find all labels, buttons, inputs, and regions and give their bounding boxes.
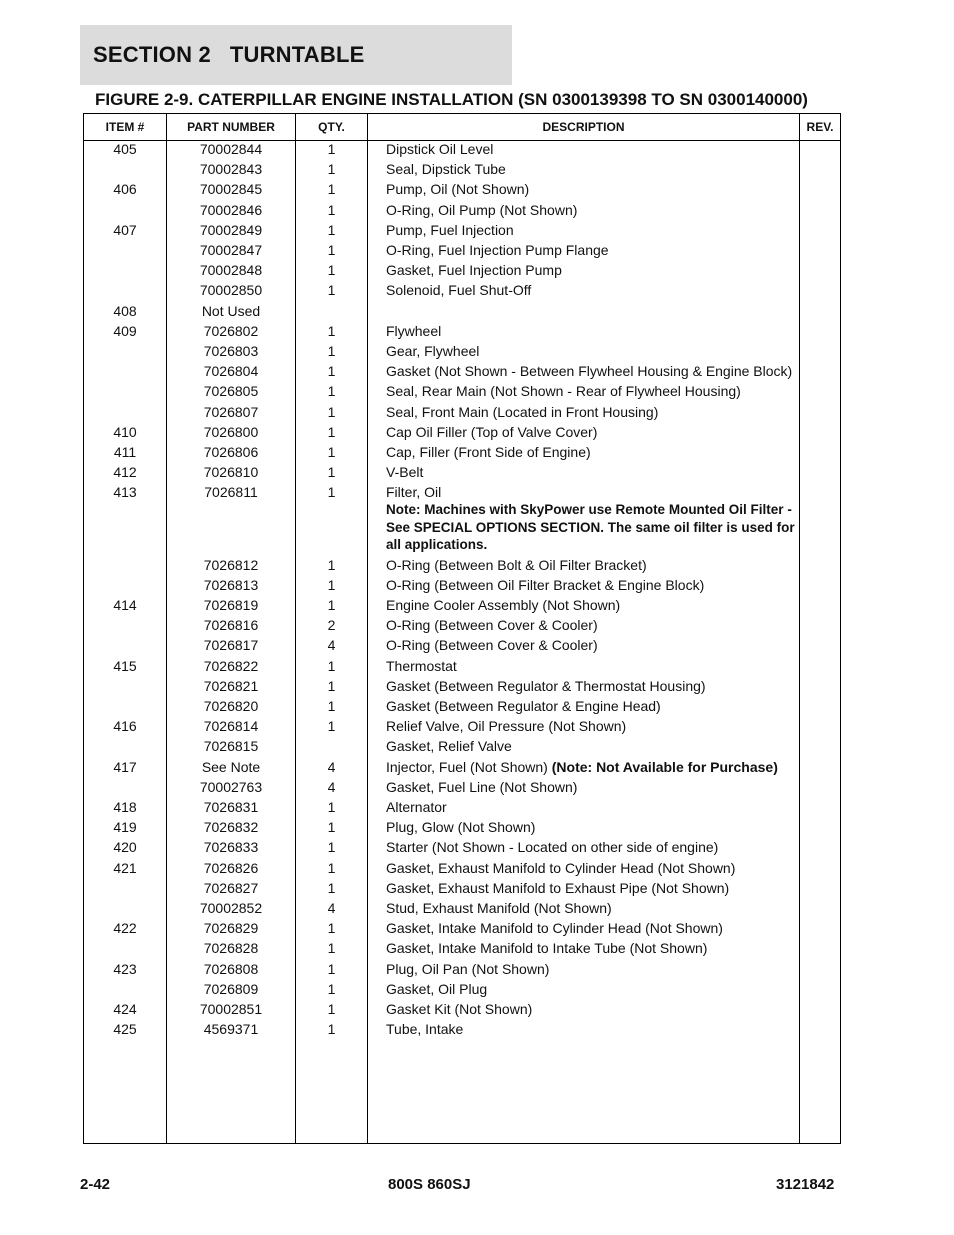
description <box>386 202 796 218</box>
description <box>386 484 796 554</box>
part-number: 7026805 <box>203 383 259 400</box>
description <box>386 282 796 298</box>
part-number: 7026813 <box>203 576 259 593</box>
item-number: 412 <box>113 464 137 481</box>
item-number: 417 <box>113 758 137 775</box>
quantity: 4 <box>327 637 336 654</box>
quantity: 1 <box>327 839 336 856</box>
part-number: 7026804 <box>203 363 259 380</box>
part-number: 7026814 <box>203 718 259 735</box>
description <box>386 900 796 916</box>
column-divider <box>799 114 800 1143</box>
header-description: DESCRIPTION <box>542 120 625 134</box>
part-number: 70002843 <box>199 161 263 178</box>
description-text: V-Belt <box>386 464 424 481</box>
description <box>386 464 796 480</box>
part-number: 7026826 <box>203 859 259 876</box>
part-number: 7026831 <box>203 799 259 815</box>
item-number: 410 <box>113 423 137 440</box>
part-number: 7026806 <box>203 444 259 460</box>
table-header <box>84 114 840 141</box>
quantity: 1 <box>327 960 336 977</box>
part-number: 7026822 <box>203 657 259 674</box>
quantity: 1 <box>327 576 336 593</box>
description-text: Flywheel <box>386 322 442 339</box>
quantity: 1 <box>327 282 336 299</box>
part-number: 7026817 <box>203 637 259 654</box>
description-text: Plug, Glow (Not Shown) <box>386 819 536 836</box>
description-text: Gasket Kit (Not Shown) <box>386 1001 533 1017</box>
description-text: Gear, Flywheel <box>386 343 480 359</box>
quantity: 1 <box>327 1021 336 1038</box>
description-text: Gasket, Fuel Injection Pump <box>386 262 562 279</box>
item-number: 408 <box>113 302 137 319</box>
header-item: ITEM # <box>105 120 145 134</box>
description <box>386 424 796 440</box>
description <box>386 404 796 420</box>
part-number: 70002848 <box>199 262 263 279</box>
header-part-number: PART NUMBER <box>187 120 275 134</box>
description <box>386 961 796 977</box>
description-text: Engine Cooler Assembly (Not Shown) <box>386 597 621 613</box>
description <box>386 637 796 653</box>
part-number: 7026816 <box>203 617 259 634</box>
parts-table <box>83 113 841 1144</box>
description <box>386 577 796 593</box>
part-number: 7026812 <box>203 556 259 573</box>
column-divider <box>367 114 368 1143</box>
description <box>386 242 796 258</box>
description <box>386 779 796 795</box>
part-number: 4569371 <box>203 1021 259 1038</box>
quantity: 4 <box>327 758 336 775</box>
item-number: 416 <box>113 718 137 735</box>
description <box>386 819 796 835</box>
quantity: 1 <box>327 221 336 238</box>
part-number: 7026833 <box>203 839 259 856</box>
description <box>386 799 796 815</box>
description-text: Injector, Fuel (Not Shown) <box>386 758 552 775</box>
quantity: 1 <box>327 819 336 836</box>
description-text: O-Ring (Between Oil Filter Bracket & Engine Block) <box>386 576 705 593</box>
quantity: 1 <box>327 181 336 198</box>
quantity: 1 <box>327 201 336 218</box>
figure-title: FIGURE 2-9. CATERPILLAR ENGINE INSTALLATION (SN 0300139398 TO SN 0300140000) <box>95 90 808 109</box>
description-text: O-Ring (Between Cover & Cooler) <box>386 617 598 634</box>
description-text: Gasket (Not Shown - Between Flywheel Housing & Engine Block) <box>386 363 793 380</box>
description-text: Dipstick Oil Level <box>386 141 494 157</box>
description-text: O-Ring (Between Bolt & Oil Filter Bracket) <box>386 556 647 573</box>
description <box>386 383 796 399</box>
item-number: 405 <box>113 141 137 157</box>
section-header <box>80 25 512 85</box>
description-text: Pump, Oil (Not Shown) <box>386 181 530 198</box>
description <box>386 262 796 278</box>
description-text: Gasket, Intake Manifold to Cylinder Head (Not Shown) <box>386 920 723 937</box>
description-text: Gasket, Fuel Line (Not Shown) <box>386 778 578 795</box>
description <box>386 597 796 613</box>
model-number: 800S 860SJ <box>388 1176 471 1193</box>
description-text: Gasket, Exhaust Manifold to Cylinder Head (Not Shown) <box>386 859 736 876</box>
description <box>386 323 796 339</box>
quantity: 2 <box>327 617 336 634</box>
item-number: 424 <box>113 1001 137 1017</box>
description <box>386 617 796 633</box>
part-number: 7026808 <box>203 960 259 977</box>
quantity: 1 <box>327 940 336 957</box>
quantity: 1 <box>327 423 336 440</box>
quantity: 1 <box>327 161 336 178</box>
quantity: 1 <box>327 718 336 735</box>
part-number: 70002852 <box>199 900 263 916</box>
description-text: Gasket, Intake Manifold to Intake Tube (Not Shown) <box>386 940 708 957</box>
part-number: 70002846 <box>199 201 263 218</box>
quantity: 1 <box>327 920 336 937</box>
description-text: Filter, Oil <box>386 484 442 501</box>
part-number: 70002851 <box>199 1001 263 1017</box>
quantity: 1 <box>327 698 336 714</box>
description-text: Solenoid, Fuel Shut-Off <box>386 282 532 299</box>
quantity: 1 <box>327 403 336 420</box>
description-text: Tube, Intake <box>386 1021 464 1038</box>
item-number: 420 <box>113 839 137 856</box>
part-number: Not Used <box>201 302 261 319</box>
description-text: Seal, Front Main (Located in Front Housing) <box>386 403 659 420</box>
description-text: Cap, Filler (Front Side of Engine) <box>386 444 591 460</box>
item-number: 419 <box>113 819 137 836</box>
description <box>386 698 796 714</box>
part-number: 7026820 <box>203 698 259 714</box>
item-number: 425 <box>113 1021 137 1038</box>
description-text: O-Ring, Fuel Injection Pump Flange <box>386 242 609 258</box>
quantity: 1 <box>327 879 336 896</box>
item-number: 411 <box>113 444 137 460</box>
part-number: 7026819 <box>203 597 259 613</box>
quantity: 1 <box>327 322 336 339</box>
oil-filter-note: Note: Machines with SkyPower use Remote Mounted Oil Filter - See SPECIAL OPTIONS SECTION. The same oil filter is used for all applications. <box>386 502 795 553</box>
part-number: 7026803 <box>203 343 259 359</box>
quantity: 1 <box>327 799 336 815</box>
part-number: 7026832 <box>203 819 259 836</box>
description-text: Gasket, Exhaust Manifold to Exhaust Pipe (Not Shown) <box>386 879 730 896</box>
quantity: 1 <box>327 444 336 460</box>
quantity: 1 <box>327 363 336 380</box>
description <box>386 343 796 359</box>
part-number: 7026807 <box>203 403 259 420</box>
header-qty: QTY. <box>318 120 345 134</box>
quantity: 1 <box>327 343 336 359</box>
description-text: Gasket (Between Regulator & Thermostat Housing) <box>386 677 706 694</box>
description-text: Pump, Fuel Injection <box>386 221 514 238</box>
description <box>386 880 796 896</box>
quantity: 1 <box>327 677 336 694</box>
description <box>386 1001 796 1017</box>
description <box>386 1021 796 1037</box>
description-text: Thermostat <box>386 657 457 674</box>
description <box>386 444 796 460</box>
part-number: 7026800 <box>203 423 259 440</box>
description-text: Relief Valve, Oil Pressure (Not Shown) <box>386 718 627 735</box>
description <box>386 161 796 177</box>
description <box>386 222 796 238</box>
quantity: 1 <box>327 1001 336 1017</box>
item-number: 423 <box>113 960 137 977</box>
document-number: 3121842 <box>776 1176 835 1193</box>
quantity: 1 <box>327 597 336 613</box>
description <box>386 839 796 855</box>
item-number: 422 <box>113 920 137 937</box>
part-number: 7026827 <box>203 879 259 896</box>
description-text: Stud, Exhaust Manifold (Not Shown) <box>386 900 612 916</box>
quantity: 1 <box>327 980 336 997</box>
description <box>386 718 796 734</box>
description-text: O-Ring (Between Cover & Cooler) <box>386 637 598 654</box>
part-number: 7026828 <box>203 940 259 957</box>
description <box>386 678 796 694</box>
item-number: 414 <box>113 597 137 613</box>
part-number: 7026815 <box>203 738 259 755</box>
header-rev: REV. <box>806 120 834 134</box>
item-number: 415 <box>113 657 137 674</box>
item-number: 418 <box>113 799 137 815</box>
part-number: 70002850 <box>199 282 263 299</box>
purchase-note: (Note: Not Available for Purchase) <box>551 758 778 775</box>
description <box>386 557 796 573</box>
description <box>386 940 796 956</box>
part-number: 7026821 <box>203 677 259 694</box>
description-text: Plug, Oil Pan (Not Shown) <box>386 960 550 977</box>
part-number: 7026809 <box>203 980 259 997</box>
part-number: 70002844 <box>199 141 263 157</box>
item-number: 409 <box>113 322 137 339</box>
description-text: Gasket, Relief Valve <box>386 738 512 755</box>
part-number: 7026810 <box>203 464 259 481</box>
description-text: Starter (Not Shown - Located on other side of engine) <box>386 839 719 856</box>
part-number: 70002763 <box>199 778 263 795</box>
section-title: SECTION 2 TURNTABLE <box>93 42 365 67</box>
description <box>386 658 796 674</box>
description <box>386 141 796 157</box>
page-number: 2-42 <box>80 1176 111 1193</box>
quantity: 1 <box>327 262 336 279</box>
item-number: 407 <box>113 221 137 238</box>
quantity: 1 <box>327 556 336 573</box>
quantity: 1 <box>327 242 336 258</box>
description-text: Gasket, Oil Plug <box>386 980 488 997</box>
part-number: 70002849 <box>199 221 263 238</box>
description <box>386 981 796 997</box>
quantity: 4 <box>327 900 336 916</box>
item-number: 406 <box>113 181 137 198</box>
description <box>386 860 796 876</box>
description <box>386 363 796 379</box>
description <box>386 738 796 754</box>
description <box>386 759 796 775</box>
description-text: O-Ring, Oil Pump (Not Shown) <box>386 201 578 218</box>
description <box>386 181 796 197</box>
description-text: Alternator <box>386 799 447 815</box>
quantity: 1 <box>327 141 336 157</box>
item-number: 413 <box>113 484 137 501</box>
description-text: Seal, Dipstick Tube <box>386 161 506 178</box>
part-number: 7026811 <box>204 484 258 501</box>
part-number: See Note <box>201 758 261 775</box>
quantity: 1 <box>327 859 336 876</box>
part-number: 70002845 <box>199 181 263 198</box>
description <box>386 920 796 936</box>
quantity: 1 <box>327 383 336 400</box>
description-text: Cap Oil Filler (Top of Valve Cover) <box>386 423 598 440</box>
quantity: 1 <box>327 484 336 501</box>
part-number: 70002847 <box>199 242 263 258</box>
part-number: 7026829 <box>203 920 259 937</box>
quantity: 1 <box>327 657 336 674</box>
description-text: Gasket (Between Regulator & Engine Head) <box>386 698 661 714</box>
quantity: 1 <box>327 464 336 481</box>
item-number: 421 <box>113 859 137 876</box>
quantity: 4 <box>327 778 336 795</box>
description-text: Seal, Rear Main (Not Shown - Rear of Flywheel Housing) <box>386 383 741 400</box>
part-number: 7026802 <box>203 322 259 339</box>
